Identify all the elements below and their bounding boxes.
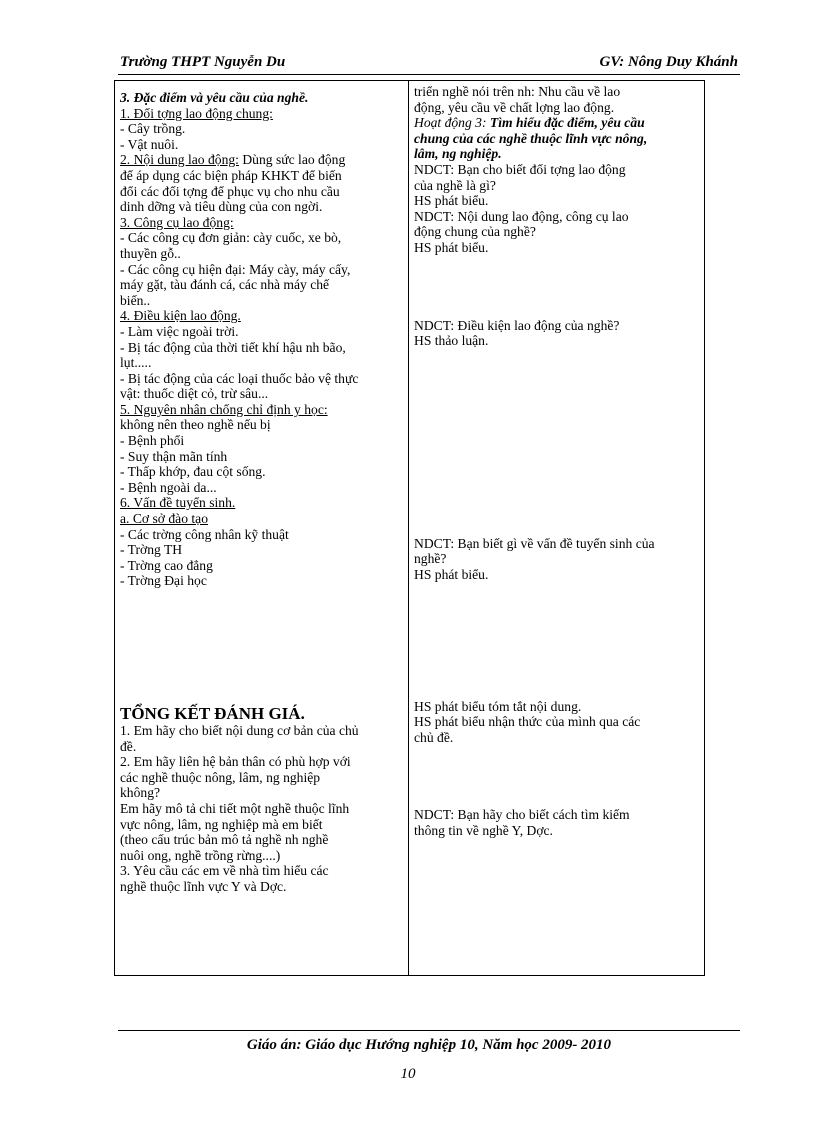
text-line: NDCT: Điều kiện lao động của nghề?	[414, 317, 620, 333]
page-number: 10	[400, 1066, 416, 1082]
subheading-training: a. Cơ sở đào tạo	[120, 511, 208, 527]
list-item: - Trờng TH	[120, 542, 183, 558]
text-line: dinh dỡng và tiêu dùng của con ngời.	[120, 199, 323, 215]
text-line: Em hãy mô tả chi tiết một nghề thuộc lĩnh	[120, 800, 350, 816]
teacher-name: GV: Nông Duy Khánh	[599, 54, 738, 70]
page-header	[118, 52, 740, 75]
text-line: để áp dụng các biện pháp KHKT để biến	[120, 167, 342, 183]
activity-label: Hoạt động 3:	[414, 115, 487, 131]
footer-title: Giáo án: Giáo dục Hướng nghiệp 10, Năm học 2009- 2010	[246, 1037, 612, 1053]
activity-heading-line: chung của các nghề thuộc lĩnh vực nông,	[414, 130, 648, 146]
text-line: động, yêu cầu về chất lợng lao động.	[414, 99, 615, 115]
subheading-enrollment: 6. Vấn đề tuyển sinh.	[120, 495, 236, 511]
text-line: NDCT: Nội dung lao động, công cụ lao	[414, 208, 629, 224]
text-line: biến..	[120, 292, 151, 308]
activity-heading-line: lâm, ng nghiệp.	[414, 146, 502, 162]
list-item: - Cây trồng.	[120, 121, 186, 137]
text-line: không nên theo nghề nếu bị	[120, 417, 271, 433]
page-footer	[118, 1030, 740, 1054]
subheading-labor-object: 1. Đối tợng lao động chung:	[120, 105, 273, 121]
text-line: máy gặt, tàu đánh cá, các nhà máy chế	[120, 277, 330, 293]
text-line: - Bị tác động của thời tiết khí hậu nh bão,	[120, 339, 346, 355]
text-line: không?	[120, 785, 161, 801]
text-line: triển nghề nói trên nh: Nhu cầu về lao	[414, 84, 621, 99]
text-line: - Các công cụ hiện đại: Máy cày, máy cấy,	[120, 261, 351, 277]
subheading-conditions: 4. Điều kiện lao động.	[120, 308, 241, 324]
text-line: nghề?	[414, 551, 447, 567]
text-line: NDCT: Bạn cho biết đối tợng lao động	[414, 161, 626, 177]
text-line: - Các công cụ đơn giản: cày cuốc, xe bò,	[120, 230, 342, 246]
text-line: HS phát biểu tóm tắt nội dung.	[414, 698, 582, 714]
activity-heading: Hoạt động 3: Tìm hiểu đặc điểm, yêu cầu	[414, 115, 645, 131]
text-line: HS phát biểu.	[414, 566, 489, 582]
list-item: - Làm việc ngoài trời.	[120, 323, 239, 339]
text-line: HS phát biểu nhận thức của mình qua các	[414, 714, 641, 730]
text-line: NDCT: Bạn biết gì về vấn đề tuyển sinh của	[414, 535, 655, 551]
content-column	[115, 81, 409, 976]
subheading-labor-content: 2. Nội dung lao động:	[120, 152, 239, 168]
text-line: - Bị tác động của các loại thuốc bảo vệ thực	[120, 370, 359, 386]
subheading-tools: 3. Công cụ lao động:	[120, 214, 234, 230]
text-line: 2. Em hãy liên hệ bản thân có phù hợp với	[120, 754, 351, 770]
text-line: 1. Em hãy cho biết nội dung cơ bản của chủ	[120, 723, 359, 738]
list-item: - Thấp khớp, đau cột sống.	[120, 464, 266, 480]
activity-column	[409, 81, 705, 976]
text-line: NDCT: Bạn hãy cho biết cách tìm kiếm	[414, 807, 630, 823]
list-item: - Bệnh phổi	[120, 433, 185, 449]
text-line: HS phát biểu.	[414, 239, 489, 255]
text-line: đề.	[120, 738, 137, 754]
text-line: lụt.....	[120, 355, 152, 371]
text-line: nuôi ong, nghề trồng rừng....)	[120, 847, 281, 863]
text-line: các nghề thuộc nông, lâm, ng nghiệp	[120, 769, 321, 785]
subheading-contraindication: 5. Nguyên nhân chống chỉ định y học:	[120, 401, 328, 417]
section-heading: 3. Đặc điểm và yêu cầu của nghề.	[120, 90, 309, 105]
text-line: đổi các đối tợng để phục vụ cho nhu cầu	[120, 183, 340, 199]
text-line: nghề thuộc lĩnh vực Y và Dợc.	[120, 878, 287, 894]
school-name: Trường THPT Nguyễn Du	[120, 54, 286, 70]
text-line: 3. Yêu cầu các em về nhà tìm hiểu các	[120, 863, 329, 879]
list-item: - Các trờng công nhân kỹ thuật	[120, 526, 289, 542]
list-item: - Vật nuôi.	[120, 136, 179, 152]
text-line: thuyền gỗ..	[120, 245, 181, 261]
text-line: vực nông, lâm, ng nghiệp mà em biết	[120, 816, 323, 832]
text-line: của nghề là gì?	[414, 177, 496, 193]
text-line: chủ đề.	[414, 729, 454, 745]
text-line: vật: thuốc diệt cỏ, trừ sâu...	[120, 386, 269, 402]
summary-title: TỔNG KẾT ĐÁNH GIÁ.	[120, 704, 305, 723]
text-line: động chung của nghề?	[414, 224, 536, 240]
list-item: - Trờng cao đẳng	[120, 557, 213, 573]
text-line: HS phát biểu.	[414, 193, 489, 209]
text-line: HS thảo luận.	[414, 333, 489, 349]
list-item: - Suy thận mãn tính	[120, 448, 228, 464]
list-item: - Bệnh ngoài da...	[120, 479, 217, 495]
text-line: thông tin về nghề Y, Dợc.	[414, 822, 553, 838]
text-line: 2. Nội dung lao động: Dùng sức lao động	[120, 152, 346, 168]
list-item: - Trờng Đại học	[120, 573, 207, 589]
lesson-table	[114, 80, 705, 976]
text-line: (theo cấu trúc bản mô tả nghề nh nghề	[120, 832, 329, 848]
